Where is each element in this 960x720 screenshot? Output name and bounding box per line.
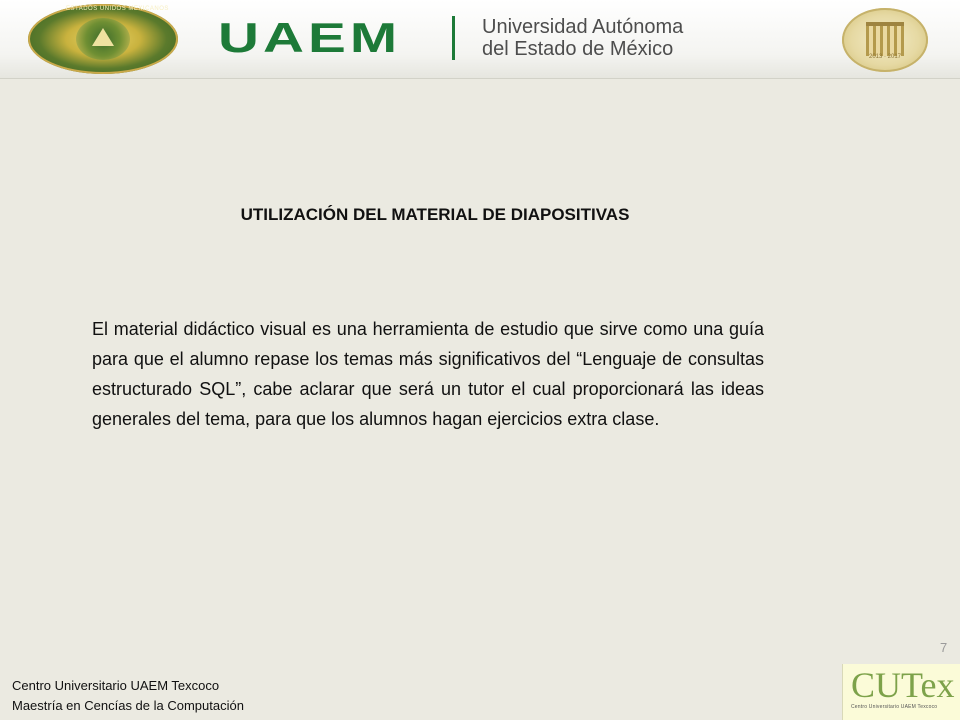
state-seal-icon	[28, 4, 178, 74]
seal-years: 2013 · 2017	[868, 54, 902, 60]
page-number: 7	[940, 640, 948, 655]
seal-triangle	[92, 28, 114, 46]
cutex-logo-word: CUTex	[851, 665, 955, 705]
footer-text	[12, 676, 244, 716]
seal-building	[866, 22, 904, 56]
cutex-logo-tagline: Centro Universitario UAEM Texcoco	[851, 704, 938, 710]
footer-line-2: Maestría en Cencías de la Computación	[12, 698, 244, 713]
uaem-logo-text: UAEM	[218, 14, 402, 61]
slide-title: UTILIZACIÓN DEL MATERIAL DE DIAPOSITIVAS	[240, 205, 630, 224]
university-name	[482, 16, 683, 60]
logo-divider	[452, 16, 455, 60]
cutex-logo	[842, 664, 960, 720]
header-banner	[0, 0, 960, 79]
university-name-line-1: Universidad Autónoma	[482, 16, 684, 38]
seal-ring-text: ESTADOS UNIDOS MEXICANOS	[66, 6, 169, 12]
university-name-line-2: del Estado de México	[482, 38, 674, 60]
slide-body-text: El material didáctico visual es una herramienta de estudio que sirve como una guía para que el alumno repase los temas más significativos del “Lenguaje de consultas estructurado SQL”, cabe aclarar que será un tutor el cual proporcionará las ideas generales del tema, para que los alumnos hagan ejercicios extra clase.	[92, 319, 764, 429]
centro-universitario-seal-icon	[842, 8, 928, 72]
footer-line-1: Centro Universitario UAEM Texcoco	[12, 678, 220, 693]
